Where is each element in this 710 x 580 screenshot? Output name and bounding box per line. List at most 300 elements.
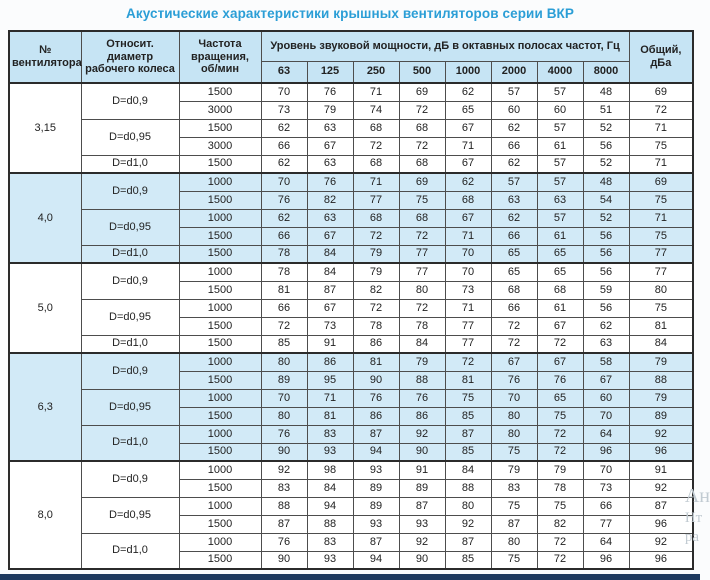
header-freq-125: 125 [307, 61, 353, 83]
header-diameter: Относит. диаметр рабочего колеса [81, 31, 179, 83]
spl-value-cell-1000: 73 [445, 281, 491, 299]
spl-value-cell-2000: 66 [491, 299, 537, 317]
spl-value-cell-500: 92 [399, 425, 445, 443]
table-row [9, 83, 693, 101]
spl-value-cell-2000: 75 [491, 551, 537, 569]
spl-value-cell-63: 76 [261, 425, 307, 443]
spl-value-cell-63: 73 [261, 101, 307, 119]
table-row [9, 533, 693, 551]
spl-value-cell-250: 68 [353, 119, 399, 137]
spl-value-cell-2000: 87 [491, 515, 537, 533]
speed-cell: 1000 [179, 299, 261, 317]
spl-value-cell-500: 77 [399, 263, 445, 281]
spl-value-cell-63: 81 [261, 281, 307, 299]
header-freq-250: 250 [353, 61, 399, 83]
spl-value-cell-1000: 87 [445, 425, 491, 443]
header-sound-power-group: Уровень звуковой мощности, дБ в октавных полосах частот, Гц [261, 31, 629, 61]
header-freq-1000: 1000 [445, 61, 491, 83]
total-dba-cell: 75 [629, 299, 693, 317]
spl-value-cell-1000: 68 [445, 191, 491, 209]
spl-value-cell-125: 67 [307, 137, 353, 155]
spl-value-cell-500: 69 [399, 83, 445, 101]
watermark-line: Ан [684, 485, 710, 507]
spl-value-cell-1000: 85 [445, 407, 491, 425]
spl-value-cell-125: 82 [307, 191, 353, 209]
speed-cell: 1500 [179, 281, 261, 299]
total-dba-cell: 96 [629, 551, 693, 569]
table-row [9, 497, 693, 515]
spl-value-cell-63: 78 [261, 245, 307, 263]
spl-value-cell-1000: 88 [445, 479, 491, 497]
spl-value-cell-8000: 56 [583, 299, 629, 317]
spl-value-cell-63: 78 [261, 263, 307, 281]
spl-value-cell-250: 87 [353, 533, 399, 551]
diameter-cell: D=d0,9 [81, 263, 179, 299]
fan-number-cell: 4,0 [9, 173, 81, 263]
spl-value-cell-8000: 67 [583, 371, 629, 389]
spl-value-cell-500: 75 [399, 191, 445, 209]
spl-value-cell-125: 93 [307, 443, 353, 461]
spl-value-cell-8000: 56 [583, 245, 629, 263]
spl-value-cell-4000: 61 [537, 227, 583, 245]
spl-value-cell-2000: 68 [491, 281, 537, 299]
spl-value-cell-1000: 85 [445, 551, 491, 569]
spl-value-cell-8000: 96 [583, 443, 629, 461]
spl-value-cell-63: 80 [261, 407, 307, 425]
spl-value-cell-250: 74 [353, 101, 399, 119]
spl-value-cell-2000: 83 [491, 479, 537, 497]
spl-value-cell-4000: 79 [537, 461, 583, 479]
spl-value-cell-125: 86 [307, 353, 353, 371]
spl-value-cell-1000: 65 [445, 101, 491, 119]
spl-value-cell-1000: 67 [445, 209, 491, 227]
spl-value-cell-1000: 77 [445, 317, 491, 335]
spl-value-cell-1000: 81 [445, 371, 491, 389]
speed-cell: 1000 [179, 533, 261, 551]
total-dba-cell: 96 [629, 515, 693, 533]
speed-cell: 1000 [179, 263, 261, 281]
spl-value-cell-125: 71 [307, 389, 353, 407]
spl-value-cell-8000: 59 [583, 281, 629, 299]
spl-value-cell-4000: 57 [537, 119, 583, 137]
spl-value-cell-8000: 64 [583, 533, 629, 551]
spl-value-cell-8000: 64 [583, 425, 629, 443]
diameter-cell: D=d0,9 [81, 353, 179, 389]
spl-value-cell-8000: 48 [583, 173, 629, 191]
spl-value-cell-250: 94 [353, 551, 399, 569]
total-dba-cell: 89 [629, 407, 693, 425]
speed-cell: 1500 [179, 551, 261, 569]
table-row [9, 425, 693, 443]
spl-value-cell-63: 90 [261, 443, 307, 461]
spl-value-cell-500: 72 [399, 137, 445, 155]
spl-value-cell-2000: 80 [491, 425, 537, 443]
spl-value-cell-125: 76 [307, 173, 353, 191]
spl-value-cell-1000: 70 [445, 245, 491, 263]
spl-value-cell-1000: 71 [445, 227, 491, 245]
spl-value-cell-1000: 71 [445, 137, 491, 155]
diameter-cell: D=d0,9 [81, 173, 179, 209]
spl-value-cell-2000: 57 [491, 83, 537, 101]
header-freq-500: 500 [399, 61, 445, 83]
spl-value-cell-8000: 52 [583, 155, 629, 173]
speed-cell: 1500 [179, 245, 261, 263]
spl-value-cell-500: 88 [399, 371, 445, 389]
speed-cell: 1500 [179, 119, 261, 137]
spl-value-cell-500: 76 [399, 389, 445, 407]
spl-value-cell-63: 66 [261, 227, 307, 245]
total-dba-cell: 77 [629, 245, 693, 263]
spl-value-cell-63: 62 [261, 155, 307, 173]
table-header [9, 31, 693, 83]
spl-value-cell-250: 68 [353, 155, 399, 173]
spl-value-cell-1000: 80 [445, 497, 491, 515]
fan-number-cell: 8,0 [9, 461, 81, 569]
spl-value-cell-250: 71 [353, 173, 399, 191]
spl-value-cell-8000: 70 [583, 461, 629, 479]
diameter-cell: D=d1,0 [81, 335, 179, 353]
header-fan-number: № вентилятора [9, 31, 81, 83]
table-row [9, 335, 693, 353]
spl-value-cell-8000: 56 [583, 137, 629, 155]
bottom-bar [0, 574, 700, 580]
spl-value-cell-500: 89 [399, 479, 445, 497]
spl-value-cell-4000: 65 [537, 263, 583, 281]
total-dba-cell: 87 [629, 497, 693, 515]
spl-value-cell-2000: 62 [491, 209, 537, 227]
total-dba-cell: 77 [629, 263, 693, 281]
spl-value-cell-8000: 52 [583, 119, 629, 137]
total-dba-cell: 75 [629, 191, 693, 209]
spl-value-cell-2000: 63 [491, 191, 537, 209]
diameter-cell: D=d1,0 [81, 155, 179, 173]
speed-cell: 1500 [179, 83, 261, 101]
spl-value-cell-8000: 66 [583, 497, 629, 515]
spl-value-cell-2000: 57 [491, 173, 537, 191]
spl-value-cell-4000: 67 [537, 353, 583, 371]
spl-value-cell-500: 69 [399, 173, 445, 191]
spl-value-cell-250: 79 [353, 263, 399, 281]
spl-value-cell-125: 84 [307, 263, 353, 281]
diameter-cell: D=d1,0 [81, 245, 179, 263]
speed-cell: 1500 [179, 191, 261, 209]
speed-cell: 1000 [179, 425, 261, 443]
spl-value-cell-2000: 62 [491, 119, 537, 137]
spl-value-cell-250: 89 [353, 497, 399, 515]
spl-value-cell-1000: 72 [445, 353, 491, 371]
header-speed: Частота вращения, об/мин [179, 31, 261, 83]
spl-value-cell-125: 81 [307, 407, 353, 425]
total-dba-cell: 92 [629, 533, 693, 551]
spl-value-cell-250: 93 [353, 461, 399, 479]
spl-value-cell-63: 62 [261, 119, 307, 137]
spl-value-cell-4000: 68 [537, 281, 583, 299]
spl-value-cell-4000: 65 [537, 245, 583, 263]
table-row [9, 155, 693, 173]
spl-value-cell-250: 89 [353, 479, 399, 497]
table-row [9, 173, 693, 191]
spl-value-cell-1000: 75 [445, 389, 491, 407]
spl-value-cell-4000: 72 [537, 551, 583, 569]
speed-cell: 1500 [179, 371, 261, 389]
total-dba-cell: 79 [629, 389, 693, 407]
spl-value-cell-1000: 71 [445, 299, 491, 317]
spl-value-cell-500: 87 [399, 497, 445, 515]
spl-value-cell-250: 82 [353, 281, 399, 299]
spl-value-cell-125: 88 [307, 515, 353, 533]
speed-cell: 3000 [179, 101, 261, 119]
spl-value-cell-63: 76 [261, 533, 307, 551]
spl-value-cell-250: 71 [353, 83, 399, 101]
speed-cell: 1500 [179, 335, 261, 353]
spl-value-cell-500: 90 [399, 443, 445, 461]
spl-value-cell-63: 90 [261, 551, 307, 569]
spl-value-cell-63: 80 [261, 353, 307, 371]
spl-value-cell-250: 77 [353, 191, 399, 209]
table-row [9, 389, 693, 407]
diameter-cell: D=d0,95 [81, 299, 179, 335]
spl-value-cell-8000: 54 [583, 191, 629, 209]
spl-value-cell-250: 79 [353, 245, 399, 263]
spl-value-cell-500: 79 [399, 353, 445, 371]
total-dba-cell: 79 [629, 353, 693, 371]
spl-value-cell-4000: 67 [537, 317, 583, 335]
spl-value-cell-4000: 57 [537, 155, 583, 173]
total-dba-cell: 92 [629, 479, 693, 497]
spl-value-cell-4000: 57 [537, 83, 583, 101]
diameter-cell: D=d0,95 [81, 497, 179, 533]
spl-value-cell-4000: 72 [537, 443, 583, 461]
spl-value-cell-250: 90 [353, 371, 399, 389]
spl-value-cell-1000: 62 [445, 173, 491, 191]
total-dba-cell: 92 [629, 425, 693, 443]
spl-value-cell-125: 63 [307, 119, 353, 137]
spl-value-cell-500: 78 [399, 317, 445, 335]
spl-value-cell-8000: 77 [583, 515, 629, 533]
spl-value-cell-1000: 67 [445, 119, 491, 137]
spl-value-cell-63: 92 [261, 461, 307, 479]
spl-value-cell-500: 84 [399, 335, 445, 353]
spl-value-cell-1000: 87 [445, 533, 491, 551]
spl-value-cell-63: 66 [261, 299, 307, 317]
spl-value-cell-2000: 80 [491, 407, 537, 425]
header-freq-8000: 8000 [583, 61, 629, 83]
watermark-line: ра [684, 528, 700, 545]
total-dba-cell: 75 [629, 137, 693, 155]
spl-value-cell-63: 87 [261, 515, 307, 533]
spl-value-cell-1000: 85 [445, 443, 491, 461]
speed-cell: 1500 [179, 227, 261, 245]
spl-value-cell-500: 86 [399, 407, 445, 425]
spl-value-cell-4000: 72 [537, 335, 583, 353]
spl-value-cell-63: 83 [261, 479, 307, 497]
diameter-cell: D=d0,95 [81, 389, 179, 425]
spl-value-cell-63: 76 [261, 191, 307, 209]
spl-value-cell-63: 70 [261, 173, 307, 191]
spl-value-cell-125: 83 [307, 425, 353, 443]
table-row [9, 353, 693, 371]
spl-value-cell-250: 86 [353, 407, 399, 425]
table-row [9, 461, 693, 479]
spl-value-cell-1000: 67 [445, 155, 491, 173]
speed-cell: 1000 [179, 173, 261, 191]
spl-value-cell-2000: 79 [491, 461, 537, 479]
spl-value-cell-125: 63 [307, 209, 353, 227]
spl-value-cell-1000: 62 [445, 83, 491, 101]
spl-value-cell-2000: 62 [491, 155, 537, 173]
spl-value-cell-2000: 70 [491, 389, 537, 407]
diameter-cell: D=d1,0 [81, 533, 179, 569]
speed-cell: 1500 [179, 479, 261, 497]
spl-value-cell-125: 84 [307, 479, 353, 497]
spl-value-cell-125: 67 [307, 299, 353, 317]
spl-value-cell-2000: 66 [491, 227, 537, 245]
spl-value-cell-63: 88 [261, 497, 307, 515]
spl-value-cell-250: 72 [353, 137, 399, 155]
spl-value-cell-63: 89 [261, 371, 307, 389]
spl-value-cell-4000: 75 [537, 497, 583, 515]
spl-value-cell-4000: 82 [537, 515, 583, 533]
spl-value-cell-500: 68 [399, 119, 445, 137]
speed-cell: 1500 [179, 407, 261, 425]
spl-value-cell-4000: 61 [537, 299, 583, 317]
diameter-cell: D=d0,9 [81, 83, 179, 119]
header-total-dba: Общий, дБа [629, 31, 693, 83]
spl-value-cell-8000: 70 [583, 407, 629, 425]
spl-value-cell-2000: 72 [491, 317, 537, 335]
total-dba-cell: 96 [629, 443, 693, 461]
header-freq-4000: 4000 [537, 61, 583, 83]
fan-number-cell: 5,0 [9, 263, 81, 353]
total-dba-cell: 71 [629, 119, 693, 137]
spl-value-cell-125: 91 [307, 335, 353, 353]
spl-value-cell-125: 67 [307, 227, 353, 245]
speed-cell: 1000 [179, 353, 261, 371]
spl-value-cell-125: 93 [307, 551, 353, 569]
spl-value-cell-8000: 58 [583, 353, 629, 371]
spl-value-cell-1000: 77 [445, 335, 491, 353]
spl-value-cell-2000: 75 [491, 443, 537, 461]
diameter-cell: D=d1,0 [81, 425, 179, 461]
spl-value-cell-2000: 65 [491, 245, 537, 263]
spl-value-cell-8000: 56 [583, 263, 629, 281]
acoustic-characteristics-table [8, 30, 694, 570]
spl-value-cell-250: 87 [353, 425, 399, 443]
total-dba-cell: 71 [629, 155, 693, 173]
table-row [9, 245, 693, 263]
spl-value-cell-4000: 76 [537, 371, 583, 389]
spl-value-cell-250: 72 [353, 227, 399, 245]
spl-value-cell-500: 72 [399, 101, 445, 119]
speed-cell: 1000 [179, 209, 261, 227]
spl-value-cell-4000: 72 [537, 533, 583, 551]
spl-value-cell-500: 77 [399, 245, 445, 263]
spl-value-cell-125: 87 [307, 281, 353, 299]
spl-value-cell-4000: 72 [537, 425, 583, 443]
spl-value-cell-250: 94 [353, 443, 399, 461]
spl-value-cell-250: 76 [353, 389, 399, 407]
total-dba-cell: 69 [629, 173, 693, 191]
speed-cell: 1000 [179, 461, 261, 479]
spl-value-cell-1000: 70 [445, 263, 491, 281]
spl-value-cell-8000: 73 [583, 479, 629, 497]
speed-cell: 1000 [179, 389, 261, 407]
fan-number-cell: 6,3 [9, 353, 81, 461]
spl-value-cell-500: 90 [399, 551, 445, 569]
spl-value-cell-500: 72 [399, 299, 445, 317]
fan-number-cell: 3,15 [9, 83, 81, 173]
watermark-line: Нт [684, 510, 703, 526]
total-dba-cell: 69 [629, 83, 693, 101]
spl-value-cell-125: 83 [307, 533, 353, 551]
table-body [9, 83, 693, 569]
spl-value-cell-4000: 61 [537, 137, 583, 155]
spl-value-cell-500: 68 [399, 209, 445, 227]
spl-value-cell-125: 79 [307, 101, 353, 119]
spl-value-cell-500: 72 [399, 227, 445, 245]
header-freq-63: 63 [261, 61, 307, 83]
spl-value-cell-2000: 60 [491, 101, 537, 119]
spl-value-cell-250: 93 [353, 515, 399, 533]
diameter-cell: D=d0,95 [81, 119, 179, 155]
spl-value-cell-125: 63 [307, 155, 353, 173]
table-row [9, 119, 693, 137]
spl-value-cell-63: 70 [261, 389, 307, 407]
page-title: Акустические характеристики крышных вентиляторов серии ВКР [125, 6, 574, 21]
header-freq-2000: 2000 [491, 61, 537, 83]
spl-value-cell-125: 95 [307, 371, 353, 389]
spl-value-cell-2000: 76 [491, 371, 537, 389]
spl-value-cell-250: 72 [353, 299, 399, 317]
spl-value-cell-500: 92 [399, 533, 445, 551]
spl-value-cell-4000: 65 [537, 389, 583, 407]
speed-cell: 1000 [179, 497, 261, 515]
spl-value-cell-4000: 57 [537, 209, 583, 227]
spl-value-cell-250: 68 [353, 209, 399, 227]
spl-value-cell-125: 73 [307, 317, 353, 335]
spl-value-cell-8000: 48 [583, 83, 629, 101]
spl-value-cell-4000: 60 [537, 101, 583, 119]
spl-value-cell-500: 68 [399, 155, 445, 173]
speed-cell: 1500 [179, 443, 261, 461]
spl-value-cell-2000: 80 [491, 533, 537, 551]
spl-value-cell-8000: 52 [583, 209, 629, 227]
spl-value-cell-63: 70 [261, 83, 307, 101]
spl-value-cell-8000: 96 [583, 551, 629, 569]
spl-value-cell-125: 84 [307, 245, 353, 263]
spl-value-cell-4000: 57 [537, 173, 583, 191]
total-dba-cell: 72 [629, 101, 693, 119]
spl-value-cell-63: 85 [261, 335, 307, 353]
total-dba-cell: 88 [629, 371, 693, 389]
spl-value-cell-63: 66 [261, 137, 307, 155]
spl-value-cell-500: 91 [399, 461, 445, 479]
speed-cell: 1500 [179, 515, 261, 533]
table-row [9, 209, 693, 227]
spl-value-cell-8000: 56 [583, 227, 629, 245]
spl-value-cell-8000: 60 [583, 389, 629, 407]
diameter-cell: D=d0,9 [81, 461, 179, 497]
spl-value-cell-125: 94 [307, 497, 353, 515]
spl-value-cell-63: 62 [261, 209, 307, 227]
spl-value-cell-4000: 63 [537, 191, 583, 209]
spl-value-cell-125: 76 [307, 83, 353, 101]
spl-value-cell-2000: 66 [491, 137, 537, 155]
table-row [9, 263, 693, 281]
spl-value-cell-4000: 78 [537, 479, 583, 497]
spl-value-cell-8000: 62 [583, 317, 629, 335]
spl-value-cell-1000: 92 [445, 515, 491, 533]
